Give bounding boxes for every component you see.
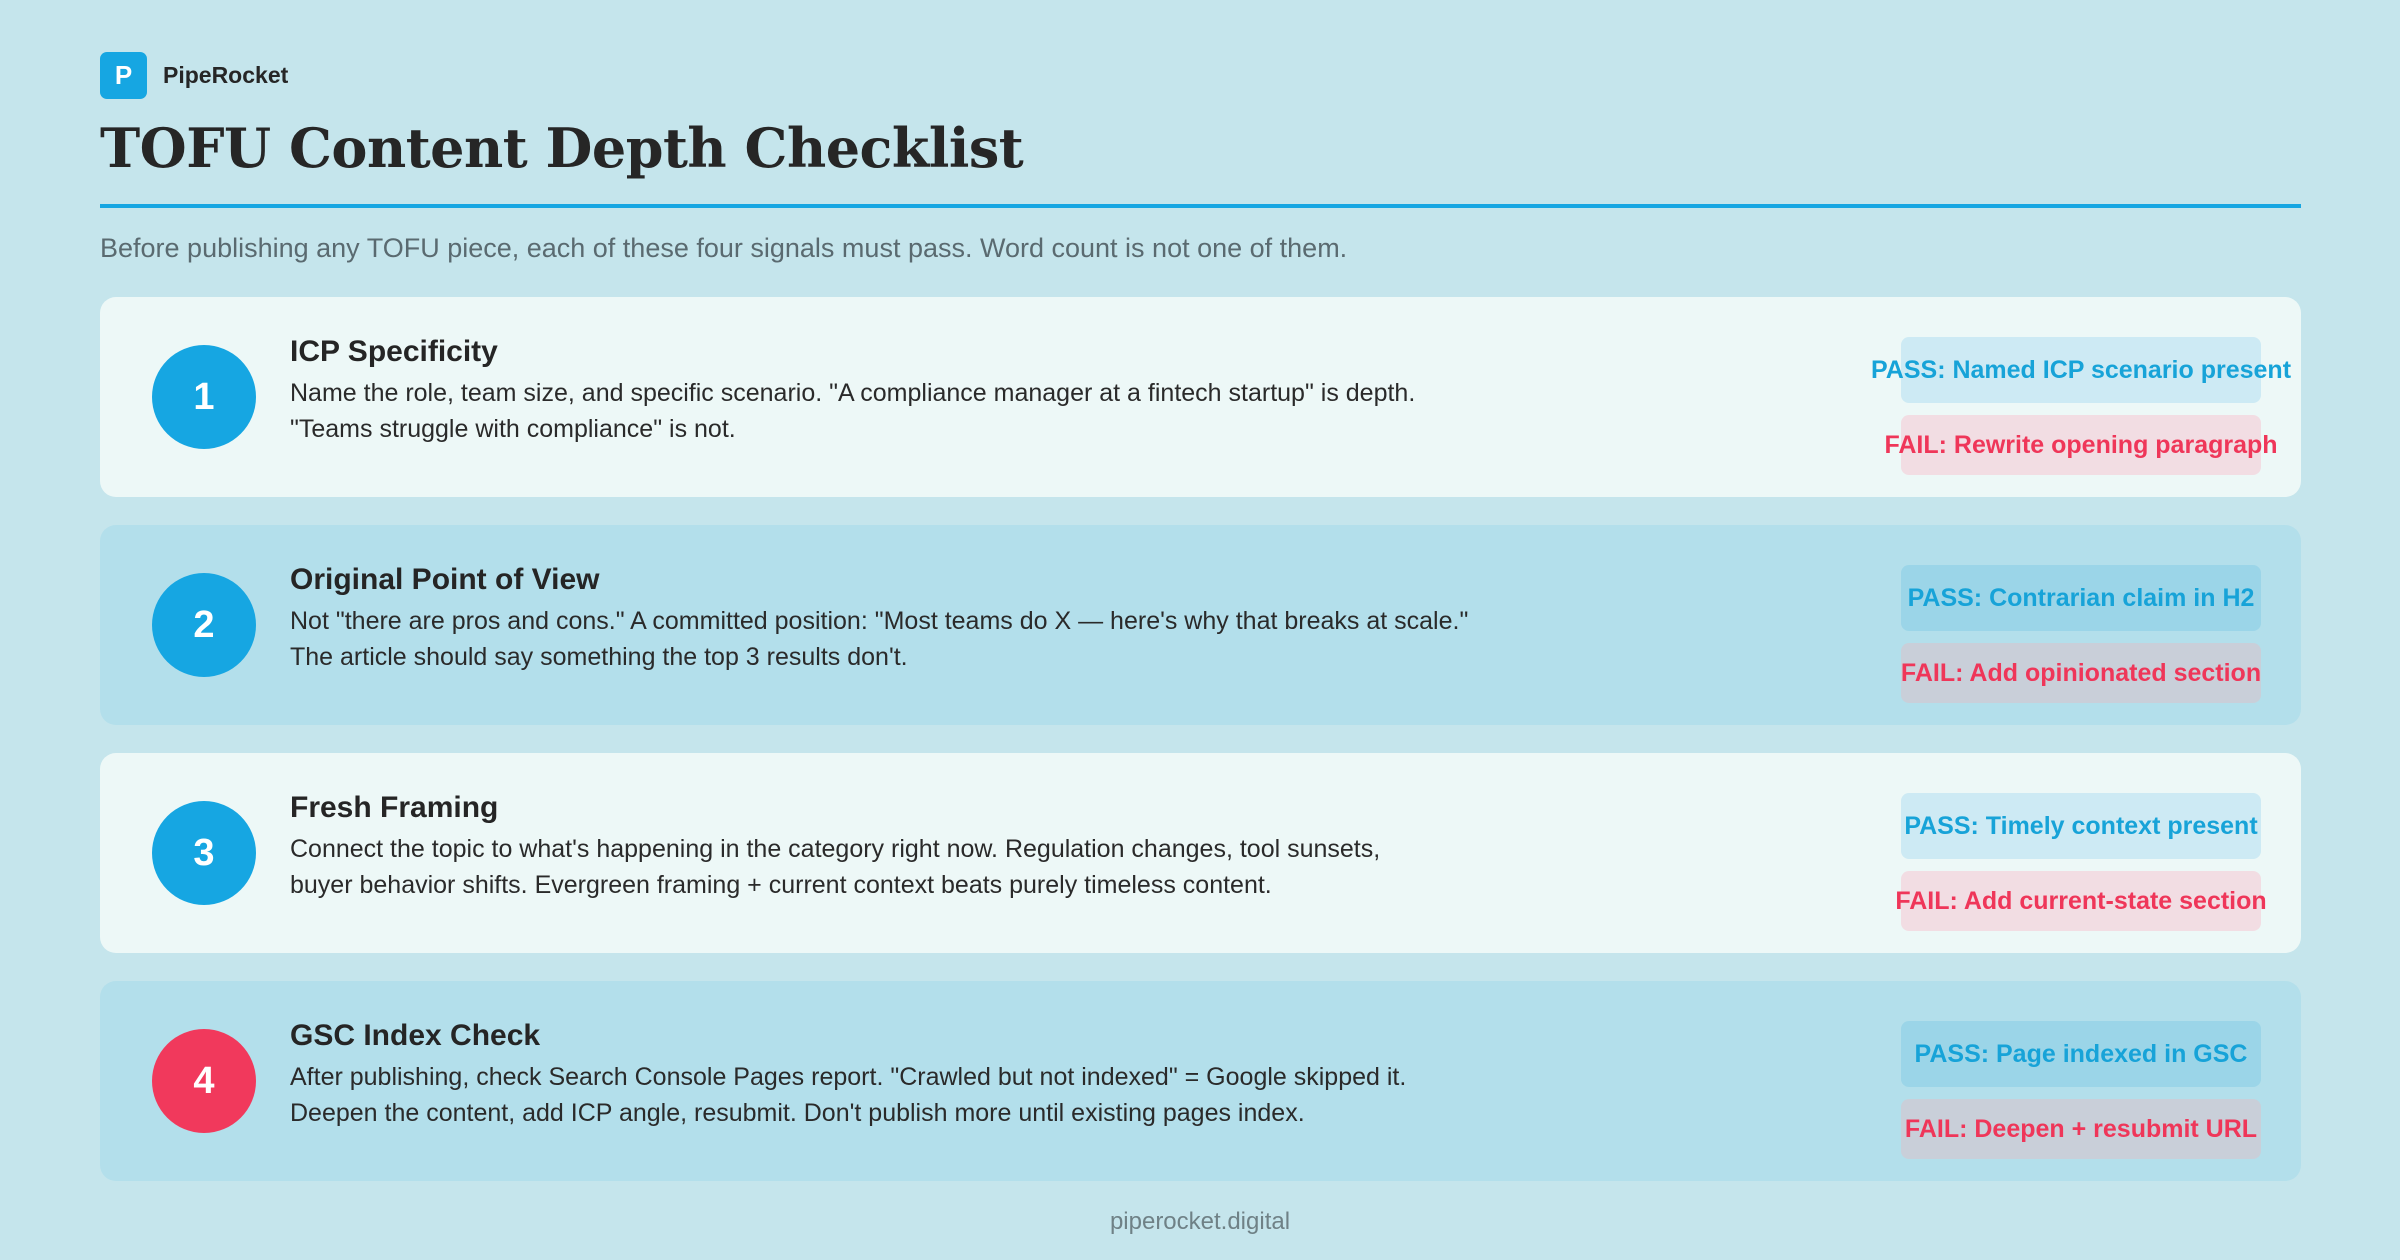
card-description-line: buyer behavior shifts. Evergreen framing + current context beats purely timeless content.	[290, 871, 1272, 899]
pass-badge: PASS: Timely context present	[1901, 793, 2261, 859]
brand	[100, 52, 288, 99]
step-number-badge: 1	[152, 345, 256, 449]
card-title: GSC Index Check	[290, 1019, 541, 1052]
card-body	[290, 561, 1790, 675]
card-description-line: Not "there are pros and cons." A committed position: "Most teams do X — here's why that breaks at scale."	[290, 607, 1469, 635]
title-divider	[100, 204, 2301, 208]
card-description	[290, 375, 1790, 447]
card-description	[290, 603, 1790, 675]
card-title: Fresh Framing	[290, 791, 499, 824]
brand-logo: P	[100, 52, 147, 99]
card-description-line: "Teams struggle with compliance" is not.	[290, 415, 736, 443]
page-title: TOFU Content Depth Checklist	[100, 116, 1024, 180]
card-body	[290, 789, 1790, 903]
card-description-line: Name the role, team size, and specific scenario. "A compliance manager at a fintech startup" is depth.	[290, 379, 1416, 407]
card-title: Original Point of View	[290, 563, 600, 596]
checklist-card-1	[100, 297, 2301, 497]
fail-badge: FAIL: Add opinionated section	[1901, 643, 2261, 703]
card-description-line: Deepen the content, add ICP angle, resubmit. Don't publish more until existing pages index.	[290, 1099, 1305, 1127]
brand-name: PipeRocket	[163, 62, 289, 88]
card-body	[290, 1017, 1790, 1131]
fail-badge: FAIL: Add current-state section	[1901, 871, 2261, 931]
card-description	[290, 1059, 1790, 1131]
checklist-card-3	[100, 753, 2301, 953]
card-description-line: The article should say something the top 3 results don't.	[290, 643, 908, 671]
step-number-badge: 2	[152, 573, 256, 677]
pass-badge: PASS: Contrarian claim in H2	[1901, 565, 2261, 631]
step-number-badge: 3	[152, 801, 256, 905]
fail-badge: FAIL: Rewrite opening paragraph	[1901, 415, 2261, 475]
step-number-badge: 4	[152, 1029, 256, 1133]
checklist-card-2	[100, 525, 2301, 725]
pass-badge: PASS: Named ICP scenario present	[1901, 337, 2261, 403]
checklist-card-4	[100, 981, 2301, 1181]
card-title: ICP Specificity	[290, 335, 498, 368]
card-body	[290, 333, 1790, 447]
card-description	[290, 831, 1790, 903]
page-subtitle: Before publishing any TOFU piece, each of these four signals must pass. Word count is not one of them.	[100, 233, 1348, 263]
footer-url: piperocket.digital	[1109, 1208, 1291, 1235]
fail-badge: FAIL: Deepen + resubmit URL	[1901, 1099, 2261, 1159]
card-description-line: Connect the topic to what's happening in the category right now. Regulation changes, tool sunsets,	[290, 835, 1381, 863]
card-description-line: After publishing, check Search Console Pages report. "Crawled but not indexed" = Google skipped it.	[290, 1063, 1407, 1091]
pass-badge: PASS: Page indexed in GSC	[1901, 1021, 2261, 1087]
